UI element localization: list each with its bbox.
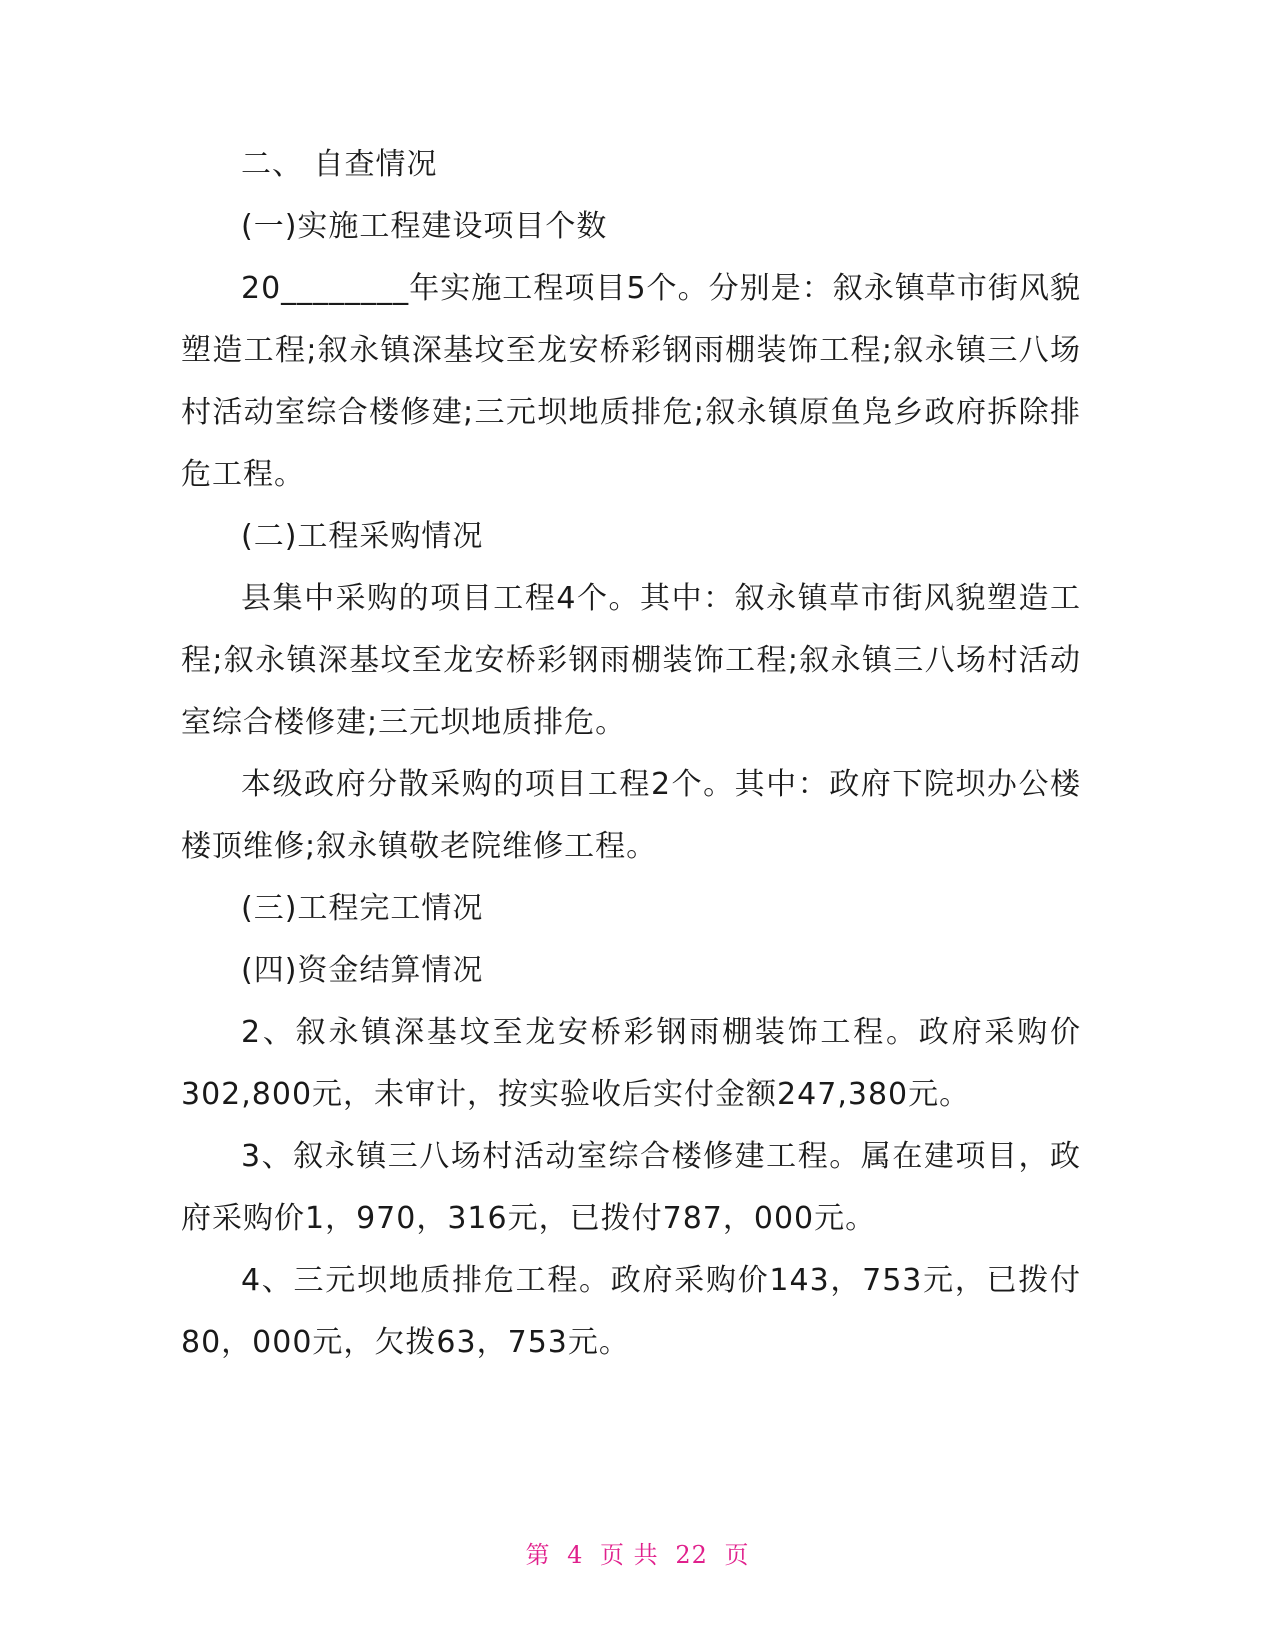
subsection-heading-1: (一)实施工程建设项目个数 [241,209,608,244]
subsection-heading-4: (四)资金结算情况 [241,953,484,988]
footer-middle: 页 共 [600,1541,659,1569]
subsection-heading-2: (二)工程采购情况 [241,519,484,554]
document-body [181,134,1081,1374]
paragraph-projects: 20________年实施工程项目5个。分别是：叙永镇草市街风貌塑造工程;叙永镇深基坟至龙安桥彩钢雨棚装饰工程;叙永镇三八场村活动室综合楼修建;三元坝地质排危;叙永镇原鱼凫乡政府拆除排危工程。 [181,271,1081,492]
paragraph-item-2: 2、叙永镇深基坟至龙安桥彩钢雨棚装饰工程。政府采购价302,800元，未审计，按实验收后实付金额247,380元。 [181,1015,1081,1112]
page-footer [0,1535,1275,1570]
footer-total-pages: 22 [675,1541,708,1569]
subsection-heading-3: (三)工程完工情况 [241,891,484,926]
footer-suffix: 页 [724,1541,750,1569]
footer-prefix: 第 [525,1541,551,1569]
paragraph-item-4: 4、三元坝地质排危工程。政府采购价143，753元，已拨付80，000元，欠拨63，753元。 [181,1263,1081,1360]
footer-page-number: 4 [567,1541,584,1569]
section-heading: 二、 自查情况 [241,147,438,182]
paragraph-local-procurement: 本级政府分散采购的项目工程2个。其中：政府下院坝办公楼楼顶维修;叙永镇敬老院维修工程。 [181,767,1081,864]
paragraph-item-3: 3、叙永镇三八场村活动室综合楼修建工程。属在建项目，政府采购价1，970，316元，已拨付787，000元。 [181,1139,1081,1236]
paragraph-county-procurement: 县集中采购的项目工程4个。其中：叙永镇草市街风貌塑造工程;叙永镇深基坟至龙安桥彩钢雨棚装饰工程;叙永镇三八场村活动室综合楼修建;三元坝地质排危。 [181,581,1081,740]
